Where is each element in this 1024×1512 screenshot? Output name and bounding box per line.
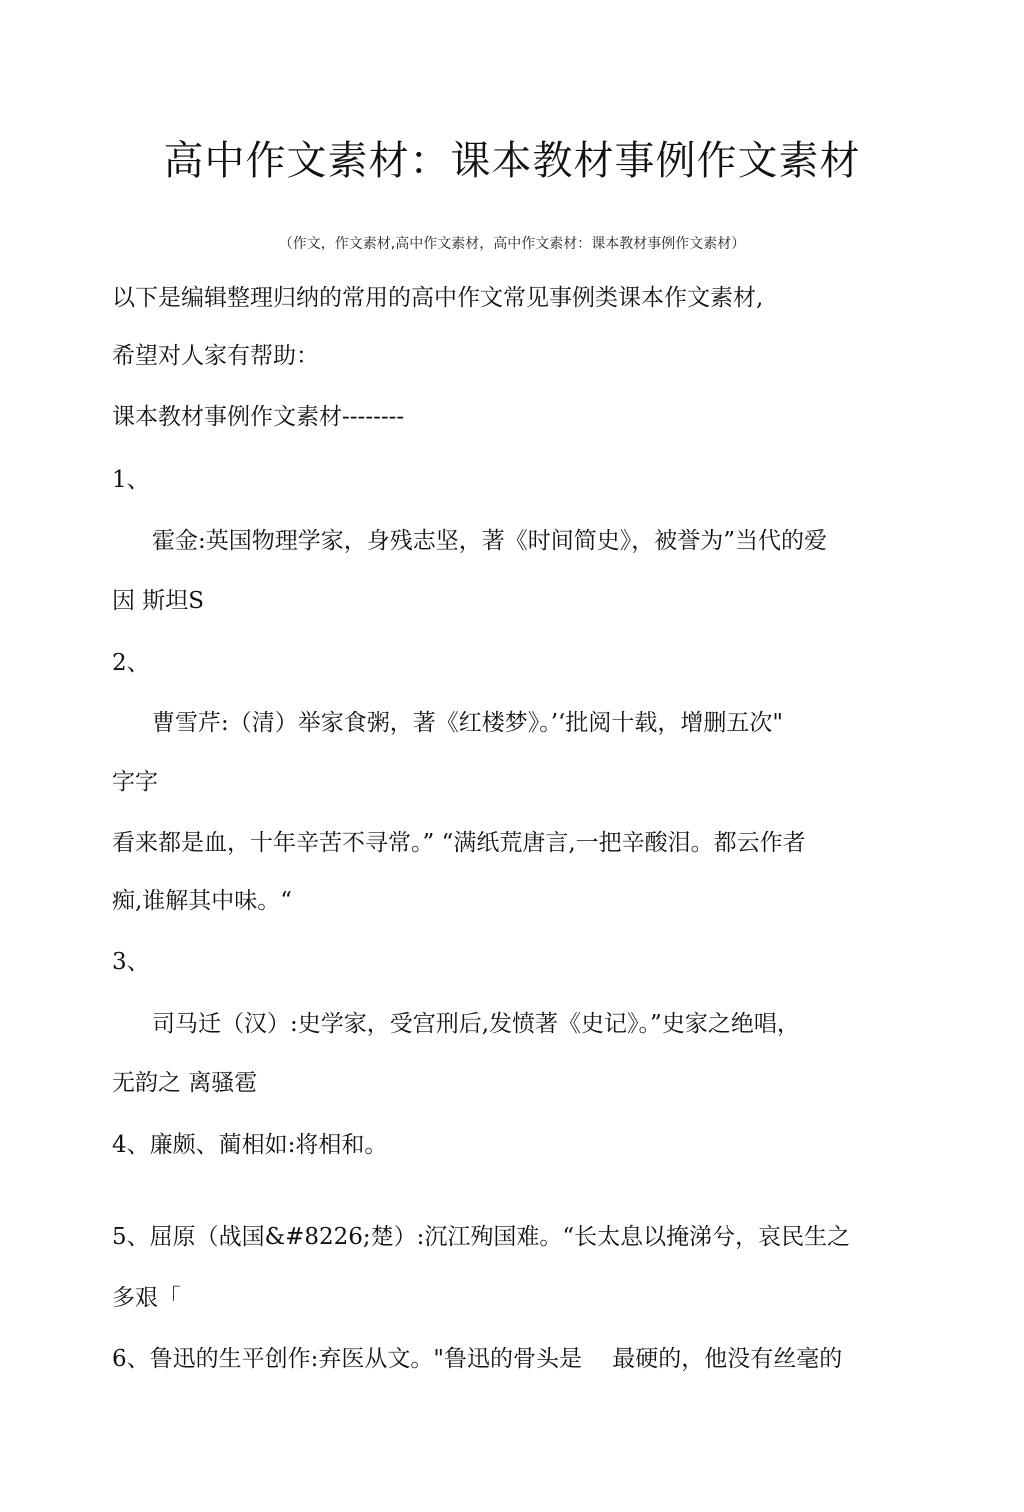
item-2-continuation-3: 痴,谁解其中味。“ (112, 888, 293, 914)
item-number-3: 3、 (112, 949, 150, 975)
item-4-text: 4、廉颇、蔺相如:将相和。 (112, 1132, 388, 1158)
item-1-text: 霍金:英国物理学家，身残志坚，著《时间简史》，被誉为”当代的爱 (152, 528, 828, 554)
item-2-continuation-2: 看来都是血，十年辛苦不寻常。” “满纸荒唐言,一把辛酸泪。都云作者 (112, 830, 806, 856)
item-2-continuation-1: 字字 (112, 769, 158, 795)
section-heading: 课本教材事例作文素材-------- (112, 404, 405, 430)
item-2-text: 曹雪芹:（清）举家食粥，著《红楼梦》。’‘批阅十载，增删五次" (152, 710, 783, 736)
document-subtitle: （作文，作文素材,高中作文素材，高中作文素材：课本教材事例作文素材） (278, 236, 746, 252)
item-1-continuation: 因 斯坦S (112, 588, 205, 614)
item-5-continuation: 多艰「 (112, 1285, 181, 1311)
item-3-text: 司马迁（汉）:史学家，受宫刑后,发愤著《史记》。”史家之绝唱， (152, 1011, 800, 1037)
document-title: 高中作文素材：课本教材事例作文素材 (163, 138, 861, 184)
item-number-1: 1、 (112, 467, 150, 493)
item-number-2: 2、 (112, 650, 150, 676)
intro-line-1: 以下是编辑整理归纳的常用的高中作文常见事例类课本作文素材, (112, 285, 764, 311)
item-3-continuation: 无韵之 离骚雹 (112, 1070, 258, 1096)
item-5-text: 5、屈原（战国&#8226;楚）:沉江殉国难。“长太息以掩涕兮，哀民生之 (112, 1224, 851, 1250)
intro-line-2: 希望对人家有帮助： (112, 343, 319, 369)
item-6-text: 6、鲁迅的生平创作:弃医从文。"鲁迅的骨头是 最硬的，他没有丝毫的 (112, 1346, 843, 1372)
